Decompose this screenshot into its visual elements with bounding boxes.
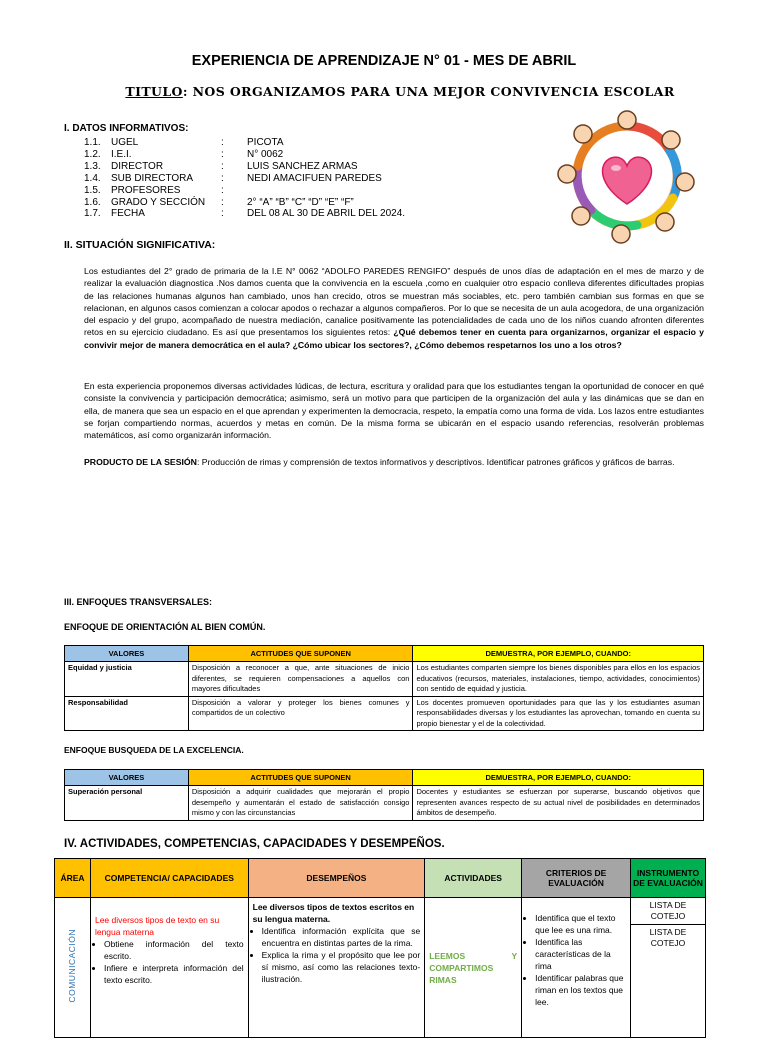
col-actitudes: ACTITUDES QUE SUPONEN	[188, 646, 413, 662]
document-subtitle	[0, 84, 768, 99]
datos-num: 1.1.	[84, 137, 101, 148]
datos-sep: :	[221, 160, 224, 172]
instrumento-1: LISTA DE COTEJO	[631, 898, 705, 925]
enfoque-bien-comun-title: ENFOQUE DE ORIENTACIÓN AL BIEN COMÚN.	[64, 622, 266, 632]
list-item: • Explica la rima y el propósito que lee por sí mismo, así como las relaciones texto-ilustración.	[262, 949, 421, 985]
datos-num: 1.5.	[84, 184, 101, 196]
demuestra-cell: Docentes y estudiantes se esfuerzan por superarse, buscando objetivos que representen avances respecto de su actual nivel de posibilidades en determinados ámbitos de desempeño.	[413, 786, 704, 821]
table-header-row	[65, 646, 704, 662]
datos-row	[84, 137, 405, 149]
criterios-list	[526, 912, 626, 1008]
actividades-table	[54, 858, 706, 1038]
datos-row	[84, 185, 405, 197]
datos-num: 1.7.	[84, 208, 101, 220]
list-item: • Identifica las características de la rima	[535, 936, 626, 972]
datos-sep: :	[221, 196, 224, 208]
datos-list	[84, 137, 405, 220]
enfoque-excelencia-title: ENFOQUE BUSQUEDA DE LA EXCELENCIA.	[64, 745, 244, 755]
children-circle-heart-illustration	[553, 106, 701, 246]
capacidades-list	[95, 938, 244, 986]
competencia-cell	[90, 898, 248, 1038]
desempenos-list	[253, 925, 421, 985]
actividad-cell	[425, 898, 522, 1038]
datos-value: NEDI AMACIFUEN PAREDES	[247, 172, 382, 184]
area-label: COMUNICACIÓN	[67, 929, 78, 1003]
valor-cell: Responsabilidad	[65, 696, 189, 731]
instrumento-cell	[630, 898, 705, 1038]
actitud-cell: Disposición a reconocer a que, ante situaciones de inicio diferentes, se requieren compensaciones a aquellos con mayores dificultades	[188, 662, 413, 697]
table-header-row	[65, 770, 704, 786]
section-situacion-heading: II. SITUACIÓN SIGNIFICATIVA:	[64, 239, 216, 251]
col-demuestra: DEMUESTRA, POR EJEMPLO, CUANDO:	[413, 646, 704, 662]
col-criterios: CRITERIOS DE EVALUACIÓN	[522, 859, 631, 898]
list-item: • Identifica información explícita que se encuentra en distintas partes de la rima.	[262, 925, 421, 949]
valor-cell: Superación personal	[65, 786, 189, 821]
heart-icon	[603, 157, 652, 204]
datos-key: I.E.I.	[111, 148, 132, 160]
desempenos-cell	[248, 898, 425, 1038]
datos-value: LUIS SANCHEZ ARMAS	[247, 160, 358, 172]
section-enfoques-heading: III. ENFOQUES TRANSVERSALES:	[64, 597, 213, 607]
col-valores: VALORES	[65, 770, 189, 786]
table-header-row	[55, 859, 706, 898]
datos-key: PROFESORES	[111, 184, 181, 196]
datos-num: 1.6.	[84, 196, 101, 208]
table-row	[65, 786, 704, 821]
subtitle-text: : NOS ORGANIZAMOS PARA UNA MEJOR CONVIVENCIA ESCOLAR	[182, 84, 675, 99]
situacion-paragraph-1	[84, 265, 704, 351]
col-instrumento: INSTRUMENTO DE EVALUACIÓN	[630, 859, 705, 898]
col-actividades: ACTIVIDADES	[425, 859, 522, 898]
datos-row	[84, 197, 405, 209]
datos-num: 1.2.	[84, 148, 101, 160]
col-valores: VALORES	[65, 646, 189, 662]
desempenos-title: Lee diversos tipos de textos escritos en su lengua materna.	[252, 902, 415, 924]
demuestra-cell: Los estudiantes comparten siempre los bienes disponibles para ellos en los espacios educativos (recursos, materiales, instalaciones, tiempo, actividades, conocimientos) con sentido de equidad y justicia.	[413, 662, 704, 697]
datos-row	[84, 149, 405, 161]
datos-value: DEL 08 AL 30 DE ABRIL DEL 2024.	[247, 208, 406, 220]
producto-sesion	[84, 456, 704, 468]
list-item: • Identifica que el texto que lee es una rima.	[535, 912, 626, 936]
demuestra-cell: Los docentes promueven oportunidades para que las y los estudiantes asuman responsabilidades diversas y los estudiantes las aprovechan, tomando en cuenta su propio bienestar y el de la colectividad.	[413, 696, 704, 731]
list-item: • Obtiene información del texto escrito.	[104, 938, 244, 962]
datos-value: 2° “A” “B” “C” “D” “E” “F”	[247, 196, 354, 208]
datos-row	[84, 161, 405, 173]
table-row	[65, 696, 704, 731]
col-competencia: COMPETENCIA/ CAPACIDADES	[90, 859, 248, 898]
datos-row	[84, 173, 405, 185]
datos-key: GRADO Y SECCIÓN	[111, 196, 206, 208]
subtitle-label: TITULO	[125, 84, 183, 99]
situacion-paragraph-2: En esta experiencia proponemos diversas actividades lúdicas, de lectura, escritura y oralidad para que los estudiantes tengan la oportunidad de conocer en qué consiste la convivencia y participación democrática; asimismo, será un motivo para que participen de la organización del aula y las dinámicas que se dan en ella, de manera que sea un espacio en el que aprendan y experimenten la democracia, respeto, la empatía como una forma de vida. Los lazos entre estudiantes se forjan compartiendo normas, acuerdos y metas en común. De la misma forma se ubicarán en el espacio usando referencias, resolverán problemas matemáticos, así como organizarán información.	[84, 381, 704, 441]
datos-key: FECHA	[111, 208, 145, 220]
datos-sep: :	[221, 137, 224, 148]
valor-cell: Equidad y justicia	[65, 662, 189, 697]
list-item: • Identificar palabras que riman en los textos que lee.	[535, 972, 626, 1008]
section-actividades-heading: IV. ACTIVIDADES, COMPETENCIAS, CAPACIDADES Y DESEMPEÑOS.	[64, 838, 445, 850]
actividad-label: LEEMOS Y COMPARTIMOS RIMAS	[429, 950, 518, 985]
datos-row	[84, 208, 405, 220]
producto-text: : Producción de rimas y comprensión de textos informativos y descriptivos. Identificar patrones gráficos y gráficos de barras.	[196, 457, 675, 467]
col-area: ÁREA	[55, 859, 91, 898]
competencia-title: Lee diversos tipos de texto en su lengua materna	[94, 915, 220, 937]
criterios-cell	[522, 898, 631, 1038]
instrumento-2: LISTA DE COTEJO	[649, 927, 687, 948]
datos-sep: :	[221, 148, 224, 160]
table-row	[65, 662, 704, 697]
datos-num: 1.3.	[84, 160, 101, 172]
datos-key: SUB DIRECTORA	[111, 172, 194, 184]
datos-value: N° 0062	[247, 148, 284, 160]
producto-label: PRODUCTO DE LA SESIÓN	[84, 457, 197, 467]
enfoque-bien-comun-table	[64, 645, 704, 731]
datos-key: UGEL	[111, 137, 139, 148]
col-actitudes: ACTITUDES QUE SUPONEN	[188, 770, 413, 786]
section-datos-heading: I. DATOS INFORMATIVOS:	[64, 123, 189, 134]
datos-sep: :	[221, 184, 224, 196]
datos-value: PICOTA	[247, 137, 284, 148]
datos-sep: :	[221, 172, 224, 184]
actitud-cell: Disposición a adquirir cualidades que mejorarán el propio desempeño y aumentarán el estado de satisfacción consigo mismo y con las circunstancias	[188, 786, 413, 821]
situacion-p1-text: Los estudiantes del 2° grado de primaria de la I.E N° 0062 “ADOLFO PAREDES RENGIFO” después de unos días de adaptación en el mes de marzo y de realizar la evaluación diagnostica .Nos damos cuenta que la convivencia en la escuela ,como en cualquier otro espacio conlleva diferentes dificultades propias de las relaciones humanas algunos han cambiado, unos han crecido, otros se muestran más sociables, etc. pero también cambian sus formas en que se relacionan, en algunos casos comienzan a colocar apodos o rechazar a algunos compañeros. Por lo que se necesita de un aula acogedora, de una organización del espacio y del grupo, acompañado de nuestra mediación, canalice positivamente las potencialidades de cada uno de los niños cuando afronten diferentes retos en su ejercicio ciudadano. Es así que presentamos los siguientes retos:	[84, 266, 704, 338]
document-title: EXPERIENCIA DE APRENDIZAJE N° 01 - MES DE ABRIL	[191, 53, 577, 69]
datos-num: 1.4.	[84, 172, 101, 184]
col-demuestra: DEMUESTRA, POR EJEMPLO, CUANDO:	[413, 770, 704, 786]
area-cell	[55, 898, 91, 1038]
enfoque-excelencia-table	[64, 769, 704, 821]
situacion-p1-retos: ¿Qué debemos tener en cuenta para organizarnos, organizar el espacio y convivir mejor de manera democrática en el aula? ¿Cómo ubicar los sectores?, ¿Cómo debemos respetarnos los uno a los otros?	[84, 327, 704, 350]
datos-sep: :	[221, 208, 224, 220]
list-item: • Infiere e interpreta información del texto escrito.	[104, 962, 244, 986]
actitud-cell: Disposición a valorar y proteger los bienes comunes y compartidos de un colectivo	[188, 696, 413, 731]
datos-key: DIRECTOR	[111, 160, 164, 172]
table-row	[55, 898, 706, 1038]
col-desempenos: DESEMPEÑOS	[248, 859, 425, 898]
